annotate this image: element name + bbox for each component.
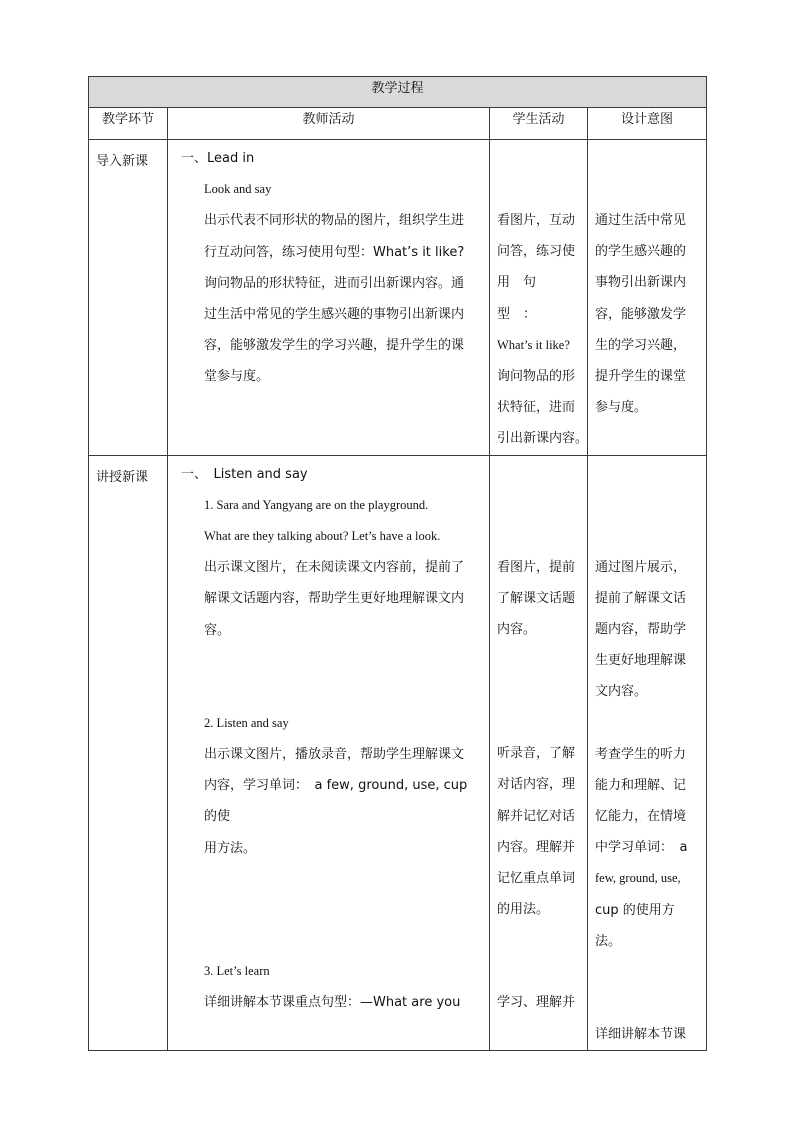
intent-line: 容，能够激发学	[595, 306, 687, 322]
intent-line: 通过图片展示，	[595, 559, 687, 575]
teacher-line: 行互动问答，练习使用句型：What’s it like?	[204, 244, 465, 260]
student-line: 解并记忆对话	[497, 808, 576, 824]
table-title-row	[89, 77, 707, 108]
teacher-line: 内容，学习单词： a few, ground, use, cup 的使	[204, 778, 468, 825]
teacher-line: 询问物品的形状特征，进而引出新课内容。通	[204, 275, 465, 291]
intent-line: 事物引出新课内	[595, 275, 687, 291]
part-subtitle: What are they talking about? Let’s have a look.	[204, 529, 441, 544]
teacher-line: 出示代表不同形状的物品的图片，组织学生进	[204, 213, 465, 229]
student-line: 问答，练习使	[497, 244, 576, 260]
teacher-line: 容。	[204, 622, 231, 638]
intent-line: 忆能力，在情境	[595, 809, 687, 825]
part-title: 1. Sara and Yangyang are on the playground.	[204, 497, 429, 512]
section-heading: 一、Lead in	[181, 151, 255, 166]
teacher-line: 用方法。	[204, 840, 257, 856]
teaching-process-table	[88, 76, 707, 1051]
header-student: 学生活动	[490, 108, 588, 140]
intent-line: 文内容。	[595, 684, 648, 700]
teacher-line: 堂参与度。	[204, 369, 270, 385]
teacher-line: 出示课文图片，播放录音，帮助学生理解课文	[204, 747, 465, 763]
student-line: 看图片，互动	[497, 213, 576, 228]
teacher-line: 容，能够激发学生的学习兴趣，提升学生的课	[204, 338, 465, 354]
teacher-line: 过生活中常见的学生感兴趣的事物引出新课内	[204, 307, 465, 323]
intent-line: 提升学生的课堂	[595, 369, 687, 385]
design-intent-cell	[588, 455, 707, 1051]
intent-line: 详细讲解本节课	[595, 1027, 687, 1043]
student-line: 引出新课内容。	[497, 431, 589, 447]
intent-line: 题内容，帮助学	[595, 622, 687, 638]
section-subheading: Look and say	[204, 182, 272, 197]
header-teacher: 教师活动	[168, 108, 490, 140]
student-line: 对话内容，理	[497, 777, 576, 793]
stage-cell: 导入新课	[89, 140, 168, 456]
student-activity-cell	[490, 455, 588, 1051]
student-line: 询问物品的形	[497, 369, 576, 385]
intent-line: 能力和理解、记	[595, 777, 687, 793]
student-line: What’s it like?	[497, 337, 570, 352]
student-line: 听录音，了解	[497, 746, 576, 762]
teacher-line: 详细讲解本节课重点句型：—What are you	[204, 995, 461, 1011]
student-line: 状特征，进而	[497, 400, 576, 416]
intent-line: 生更好地理解课	[595, 653, 687, 669]
intent-line: 考查学生的听力	[595, 746, 687, 762]
table-title: 教学过程	[89, 77, 707, 108]
header-intent: 设计意图	[588, 108, 707, 140]
student-activity-cell	[490, 140, 588, 456]
student-line: 了解课文话题	[497, 590, 576, 606]
intent-line: 生的学习兴趣，	[595, 337, 687, 353]
part-title: 2. Listen and say	[204, 715, 289, 730]
teacher-line: 解课文话题内容，帮助学生更好地理解课文内	[204, 591, 465, 607]
student-line: 内容。	[497, 622, 537, 638]
design-intent-cell	[588, 140, 707, 456]
intent-line: 提前了解课文话	[595, 590, 687, 606]
table-row	[89, 455, 707, 1051]
student-line: 看图片，提前	[497, 559, 576, 575]
intent-line: 的学生感兴趣的	[595, 244, 687, 260]
teacher-activity-cell	[168, 140, 490, 456]
student-line: 用 句 型 ：	[497, 275, 550, 322]
intent-line: 参与度。	[595, 400, 648, 416]
stage-cell: 讲授新课	[89, 455, 168, 1051]
intent-line: cup 的使用方法。	[595, 902, 675, 949]
table-header-row	[89, 108, 707, 140]
student-line: 记忆重点单词	[497, 871, 576, 887]
part-title: 3. Let’s learn	[204, 963, 270, 978]
intent-line: 通过生活中常见	[595, 213, 687, 228]
intent-line: few, ground, use,	[595, 871, 681, 886]
table-row	[89, 140, 707, 456]
student-line: 内容。理解并	[497, 839, 576, 855]
section-heading: 一、 Listen and say	[181, 466, 308, 482]
header-stage: 教学环节	[89, 108, 168, 140]
teacher-line: 出示课文图片，在未阅读课文内容前，提前了	[204, 560, 465, 576]
student-line: 的用法。	[497, 902, 550, 918]
teacher-activity-cell	[168, 455, 490, 1051]
student-line: 学习、理解并	[497, 995, 576, 1011]
intent-line: 中学习单词： a	[595, 840, 688, 856]
